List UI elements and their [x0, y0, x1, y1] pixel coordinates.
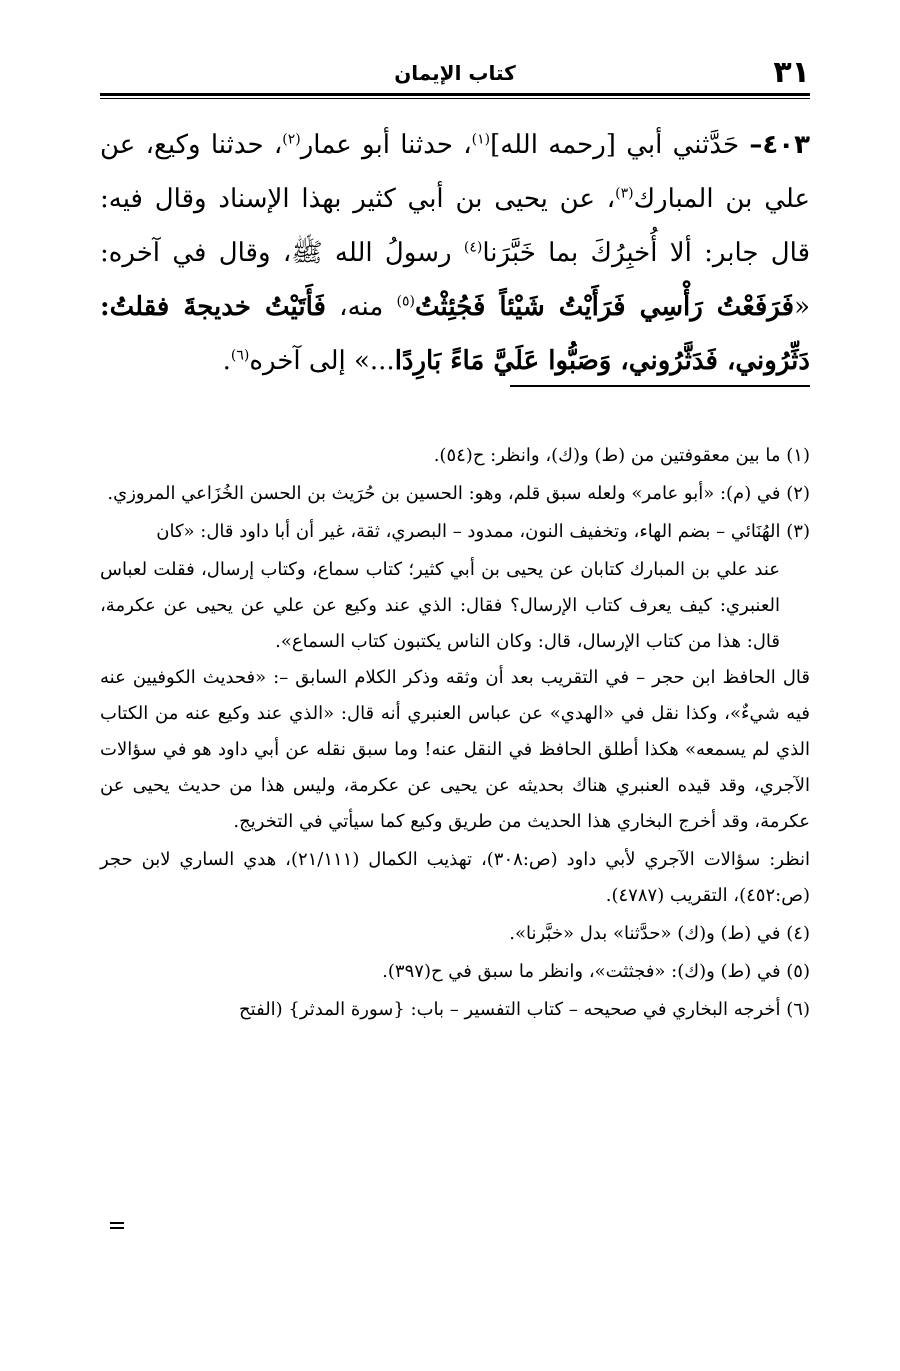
- footnote-ref: (١): [471, 131, 491, 148]
- footnote-6: (٦) أخرجه البخاري في صحيحه – كتاب التفسير – باب: {سورة المدثر} (الفتح: [239, 999, 810, 1020]
- hadith-segment: ...» إلى آخره: [249, 346, 395, 376]
- page-number: ٣١: [773, 55, 810, 90]
- footnote-5: (٥) في (ط) و(ك): «فجثثت»، وانظر ما سبق في ح(٣٩٧).: [382, 961, 810, 982]
- footnote-3: (٣) الهُنَائي – بضم الهاء، وتخفيف النون، ممدود – البصري، ثقة، غير أن أبا داود قال: «كان: [156, 521, 810, 542]
- hadith-bold-text: فَأَتَيْتُ خديجةَ فقلتُ: دَثِّرُوني، فَدَثَّرُوني، وَصَبُّوا عَلَيَّ مَاءً بَارِدًا: [100, 292, 810, 376]
- footnotes: [100, 438, 810, 1030]
- footnote-ref: (٥): [396, 293, 415, 310]
- footnote-4: (٤) في (ط) و(ك) «حدَّثنا» بدل «خبَّرنا».: [509, 923, 810, 944]
- hadith-segment: ، حدثنا أبو عمار: [300, 130, 472, 160]
- footnote-ref: (٦): [230, 347, 250, 364]
- hadith-segment: ، عن يحيى بن أبي كثير بهذا الإسناد وقال فيه: قال جابر: ألا أُخبِرُكَ بما خَبَّرَنا: [100, 184, 810, 268]
- footnote-3-continuation: عند علي بن المبارك كتابان عن يحيى بن أبي كثير؛ كتاب سماع، وكتاب إرسال، فقلت لعباس العنبري: كيف يعرف كتاب الإرسال؟ فقال: الذي عند وكيع عن علي عن يحيى عن عكرمة، قال: هذا من كتاب الإرسال، قال: وكان الناس يكتبون كتاب السماع».: [100, 559, 780, 652]
- hadith-segment: حَدَّثني أبي [رحمه الله]: [490, 130, 740, 160]
- hadith-number: ٤٠٣: [762, 130, 811, 160]
- header-rule-thin: [100, 98, 810, 99]
- header-rule-thick: [100, 93, 810, 96]
- continuation-mark: [110, 1222, 124, 1229]
- hadith-segment: .: [222, 346, 231, 376]
- page-header: [100, 55, 810, 91]
- hadith-dash: –: [749, 130, 763, 160]
- hadith-text: [100, 118, 810, 388]
- hadith-segment: منه،: [325, 292, 397, 322]
- footnote-separator: [510, 385, 810, 387]
- footnote-ref: (٣): [615, 185, 634, 202]
- footnote-2: (٢) في (م): «أبو عامر» ولعله سبق قلم، وهو: الحسين بن حُرَيث بن الحسن الخُزَاعي المروزي.: [107, 483, 810, 504]
- footnote-1: (١) ما بين معقوفتين من (ط) و(ك)، وانظر: ح(٥٤).: [433, 445, 810, 466]
- book-page: [100, 0, 810, 1371]
- hadith-segment: رسولُ الله ﷺ، وقال في آخره: «: [100, 238, 810, 322]
- footnote-3-paragraph: قال الحافظ ابن حجر – في التقريب بعد أن وثقه وذكر الكلام السابق –: «فحديث الكوفيين عنه فيه شيءٌ»، وكذا نقل في «الهدي» عن عباس العنبري أنه قال: «الذي عند وكيع عنه من الكتاب الذي لم يسمعه» هكذا أطلق الحافظ في النقل عنه! وما سبق نقله عن أبي داود هو في سؤالات الآجري، وقد قيده العنبري هناك بحديثه عن يحيى عن عكرمة، وليس هذا من حديث يحيى عن عكرمة، وقد أخرج البخاري هذا الحديث من طريق وكيع كما سيأتي في التخريج.: [100, 667, 810, 832]
- running-title: كتاب الإيمان: [394, 61, 516, 85]
- footnote-ref: (٤): [463, 239, 483, 256]
- footnote-ref: (٢): [282, 131, 301, 148]
- hadith-segment: ، حدثنا وكيع، عن علي بن المبارك: [100, 130, 810, 214]
- hadith-bold-text: فَرَفَعْتُ رَأْسِي فَرَأَيْتُ شَيْئاً فَجُئِثْتُ: [414, 292, 795, 322]
- footnote-3-references: انظر: سؤالات الآجري لأبي داود (ص:٣٠٨)، تهذيب الكمال (٢١/١١١)، هدي الساري لابن حجر (ص:٤٥٢)، التقريب (٤٧٨٧).: [100, 849, 810, 906]
